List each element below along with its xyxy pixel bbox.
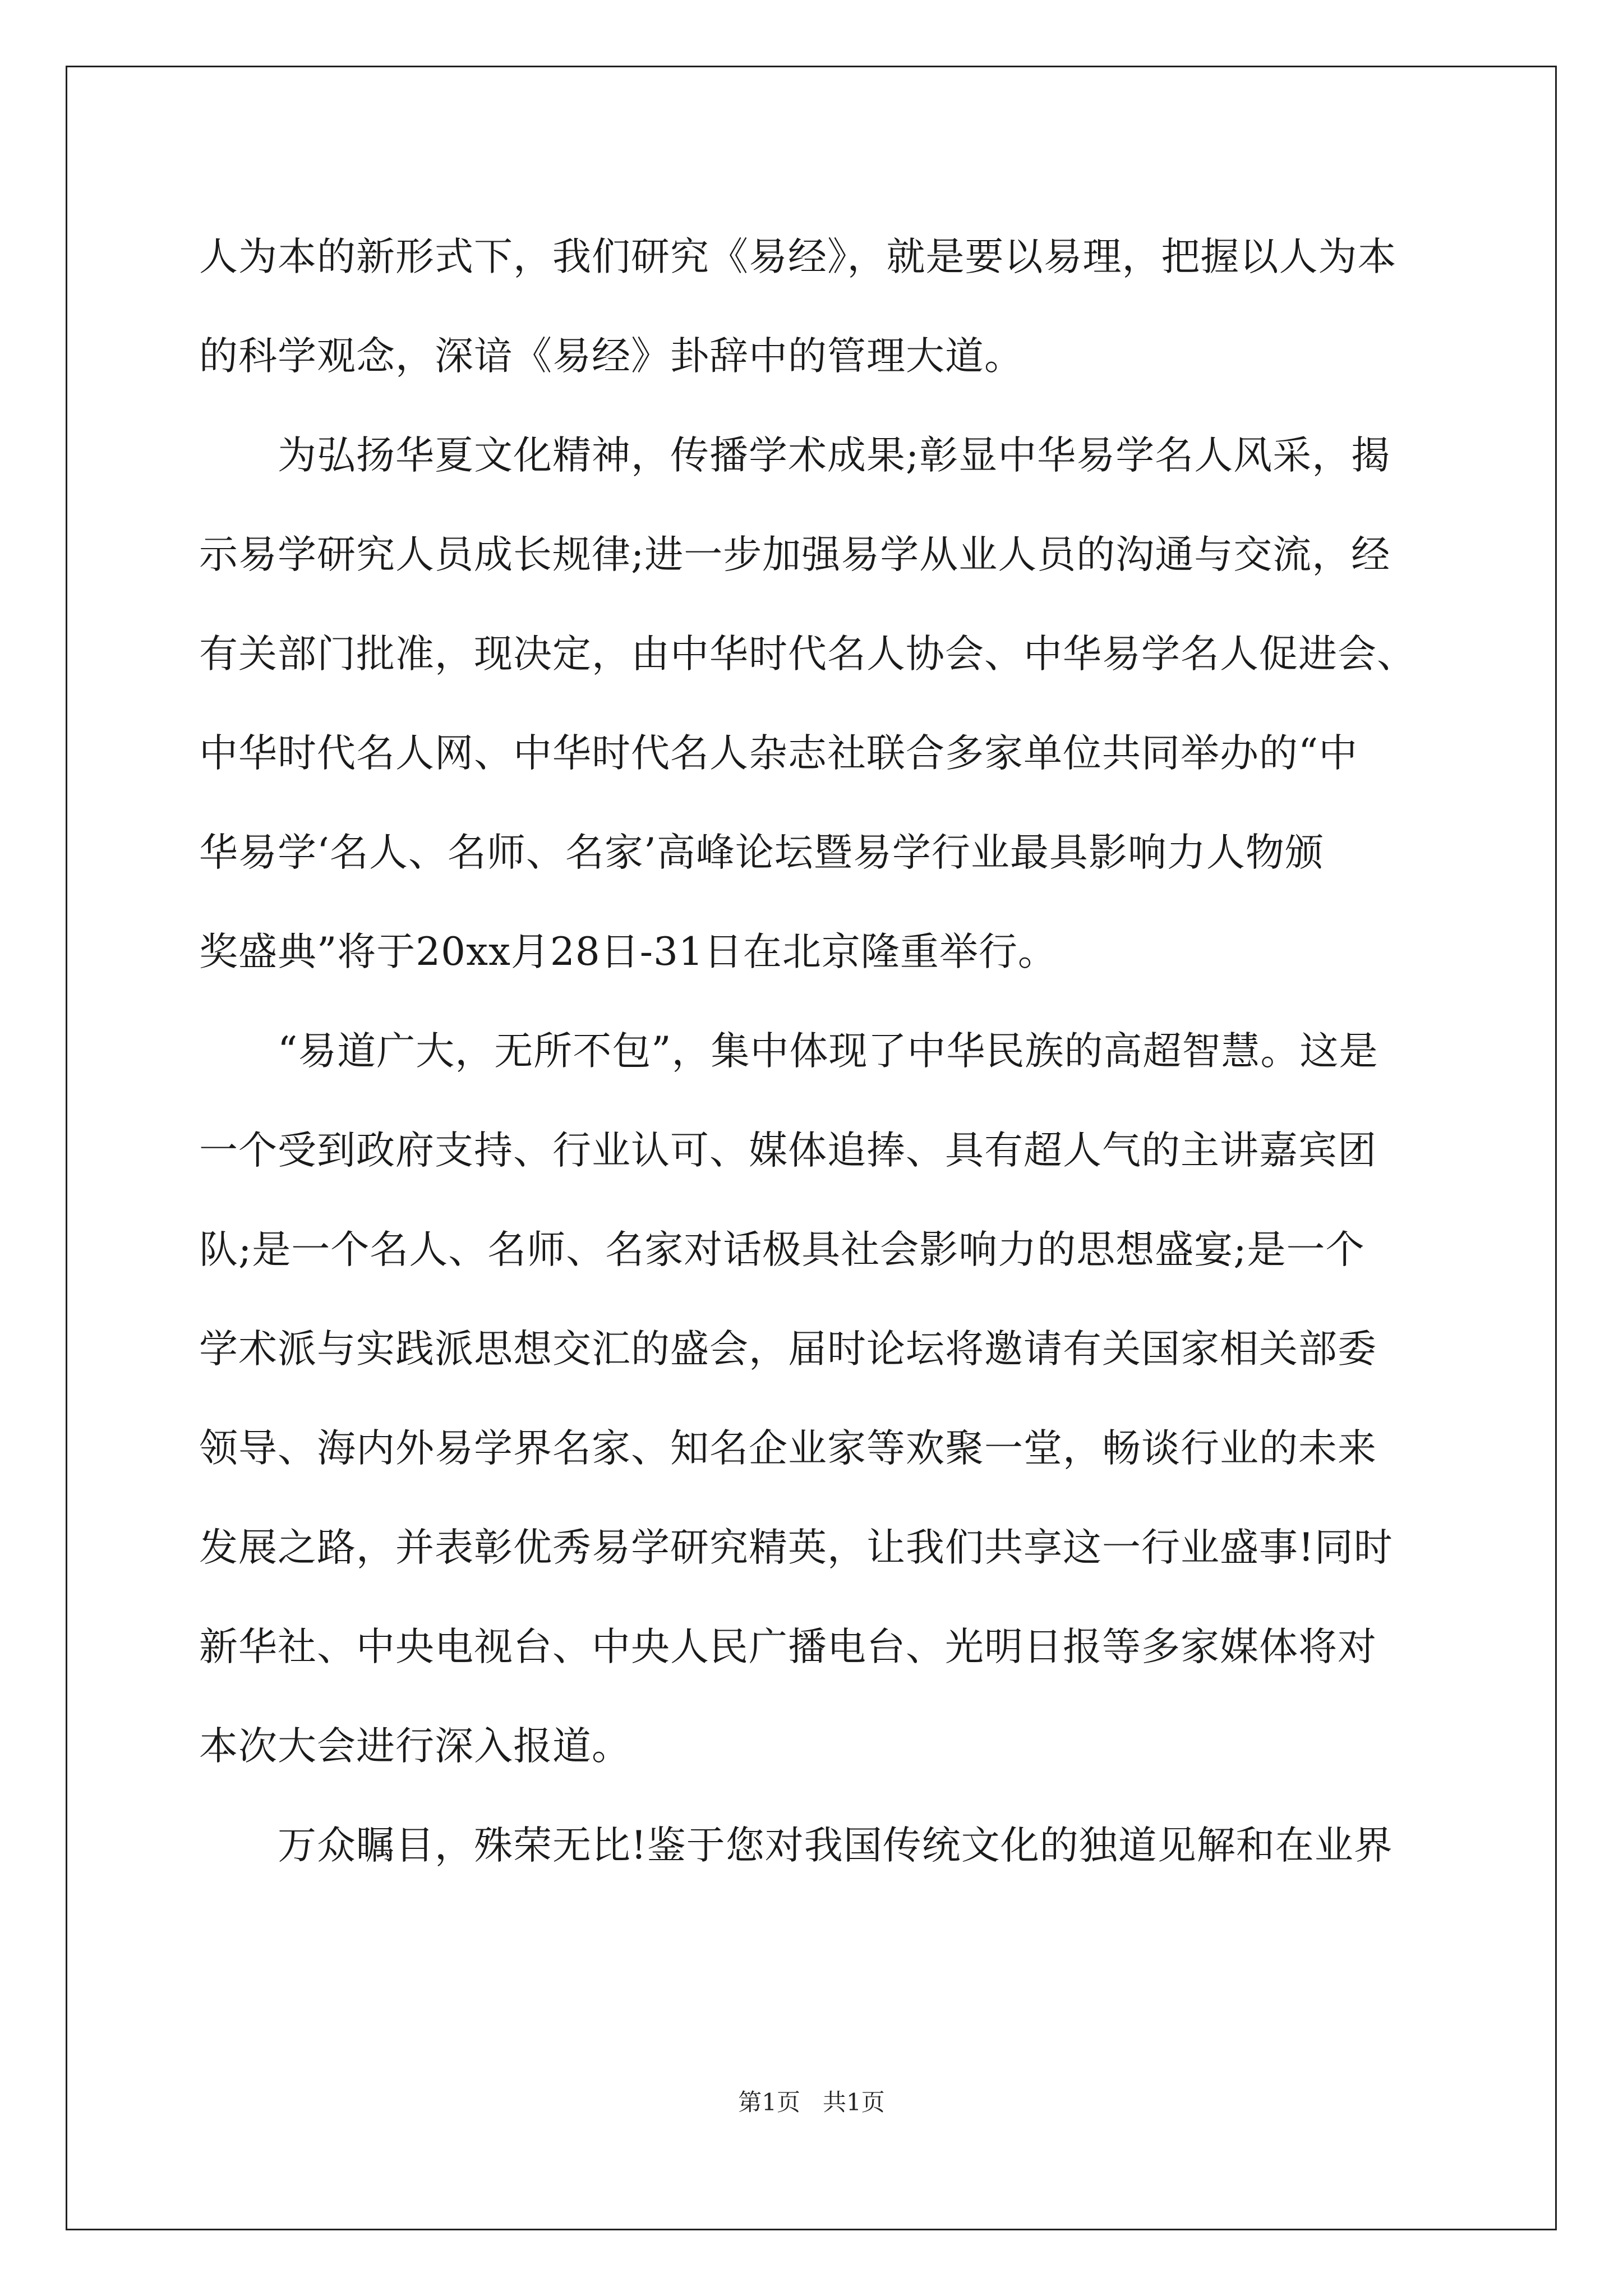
text-line: 的科学观念，深谙《易经》卦辞中的管理大道。 bbox=[199, 334, 1023, 379]
text-line: 学术派与实践派思想交汇的盛会，届时论坛将邀请有关国家相关部委 bbox=[199, 1327, 1377, 1372]
text-line: 发展之路，并表彰优秀易学研究精英，让我们共享这一行业盛事!同时 bbox=[199, 1525, 1393, 1570]
document-body bbox=[199, 208, 1461, 1895]
text-line: 新华社、中央电视台、中央人民广播电台、光明日报等多家媒体将对 bbox=[199, 1625, 1377, 1669]
paragraph-4 bbox=[199, 1796, 1461, 1895]
paragraph-1 bbox=[199, 208, 1461, 406]
paragraph-2 bbox=[199, 406, 1461, 1002]
text-line: 示易学研究人员成长规律;进一步加强易学从业人员的沟通与交流，经 bbox=[199, 532, 1391, 577]
text-line: 有关部门批准，现决定，由中华时代名人协会、中华易学名人促进会、 bbox=[199, 632, 1416, 677]
text-line: 人为本的新形式下，我们研究《易经》，就是要以易理，把握以人为本 bbox=[199, 234, 1397, 279]
text-line: 一个受到政府支持、行业认可、媒体追捧、具有超人气的主讲嘉宾团 bbox=[199, 1128, 1377, 1173]
text-line: 万众瞩目，殊荣无比!鉴于您对我国传统文化的独道见解和在业界 bbox=[278, 1823, 1393, 1868]
text-line: 领导、海内外易学界名家、知名企业家等欢聚一堂，畅谈行业的未来 bbox=[199, 1426, 1377, 1471]
text-line: 队;是一个名人、名师、名家对话极具社会影响力的思想盛宴;是一个 bbox=[199, 1227, 1365, 1272]
text-line: 中华时代名人网、中华时代名人杂志社联合多家单位共同举办的“中 bbox=[199, 731, 1358, 776]
text-line: 华易学‘名人、名师、名家’高峰论坛暨易学行业最具影响力人物颁 bbox=[199, 830, 1324, 875]
text-line: 奖盛典”将于20xx月28日-31日在北京隆重举行。 bbox=[199, 930, 1057, 974]
text-line: “易道广大，无所不包”，集中体现了中华民族的高超智慧。这是 bbox=[278, 1029, 1378, 1074]
text-line: 为弘扬华夏文化精神，传播学术成果;彰显中华易学名人风采，揭 bbox=[278, 433, 1391, 478]
page-footer: 第1页 共1页 bbox=[738, 2088, 885, 2116]
paragraph-3 bbox=[199, 1002, 1461, 1796]
text-line: 本次大会进行深入报道。 bbox=[199, 1724, 631, 1769]
